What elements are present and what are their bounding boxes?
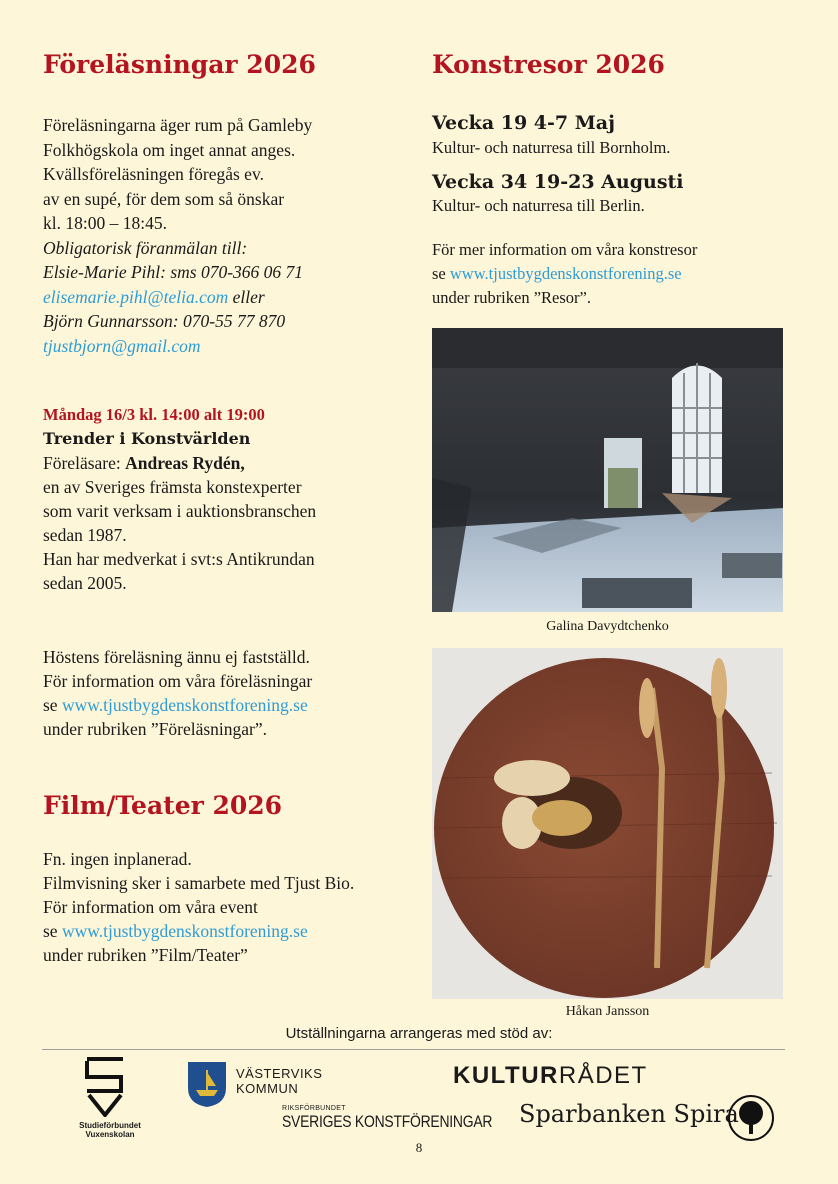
vasterviks-kommun-logo [186, 1060, 336, 1110]
studieforbundet-logo [60, 1055, 141, 1145]
footer-title: Utställningarna arrangeras med stöd av: [285, 1025, 553, 1042]
film-line: under rubriken ”Film/Teater” [43, 945, 248, 965]
website-link-forelasningar[interactable]: www.tjustbygdenskonstforening.se [61, 695, 308, 715]
film-block [43, 847, 354, 967]
email-link-bjorn[interactable]: tjustbjorn@gmail.com [43, 335, 201, 356]
studie-line: Studieförbundet [79, 1121, 141, 1130]
lecturer-name: Andreas Rydén, [125, 453, 245, 473]
event-block [43, 403, 316, 595]
vasterviks-line: VÄSTERVIKS [236, 1066, 323, 1081]
trip2-desc: Kultur- och naturresa till Berlin. [432, 196, 645, 215]
event-date: Måndag 16/3 kl. 14:00 alt 19:00 [43, 405, 265, 424]
film-line: Filmvisning sker i samarbete med Tjust Bio. [43, 873, 355, 893]
event-desc-line: en av Sveriges främsta konstexperter [43, 477, 302, 497]
film-line: Fn. ingen inplanerad. [43, 849, 192, 869]
riks-big: SVERIGES KONSTFÖRENINGAR [282, 1112, 493, 1131]
signup-label: Obligatorisk föranmälan till: [43, 237, 248, 258]
info-line: under rubriken ”Resor”. [432, 288, 591, 307]
website-link-film[interactable]: www.tjustbygdenskonstforening.se [61, 921, 308, 941]
tree-icon [727, 1094, 775, 1142]
event-desc-line: Han har medverkat i svt:s Antikrundan [43, 549, 315, 569]
ship-crest-icon [186, 1060, 228, 1108]
se-text: se [43, 921, 62, 941]
lecturer-prefix: Föreläsare: [43, 453, 126, 473]
autumn-line: För information om våra föreläsningar [43, 671, 313, 691]
trip1-desc: Kultur- och naturresa till Bornholm. [432, 137, 671, 157]
film-line: För information om våra event [43, 897, 258, 917]
trips-info [432, 238, 697, 310]
painting-image-davydtchenko [432, 328, 783, 612]
contact-elsie: Elsie-Marie Pihl: sms 070-366 06 71 [43, 262, 304, 282]
trip2-title: Vecka 34 19-23 Augusti [432, 170, 684, 193]
event-desc-line: sedan 1987. [43, 525, 127, 545]
riks-small: RIKSFÖRBUNDET [282, 1105, 346, 1112]
autumn-line: Höstens föreläsning ännu ej fastställd. [43, 647, 310, 667]
caption-jansson: Håkan Jansson [565, 1004, 650, 1019]
intro-line: Kvällsföreläsningen föregås ev. [43, 164, 264, 184]
kultur-light: RÅDET [558, 1062, 648, 1089]
trip1-title: Vecka 19 4-7 Maj [432, 112, 615, 134]
info-line: För mer information om våra konstresor [432, 240, 698, 259]
heading-konstresor: Konstresor 2026 [432, 50, 665, 79]
trips-block [432, 111, 684, 218]
heading-film-teater: Film/Teater 2026 [43, 791, 283, 820]
footer-divider [42, 1049, 785, 1050]
page-number: 8 [415, 1140, 423, 1155]
intro-line: kl. 18:00 – 18:45. [43, 213, 167, 233]
studie-line: Vuxenskolan [85, 1130, 135, 1139]
website-link-resor[interactable]: www.tjustbygdenskonstforening.se [449, 264, 682, 283]
email-link-elsie[interactable]: elisemarie.pihl@telia.com [43, 286, 229, 307]
kulturradet-logo [453, 1062, 648, 1090]
autumn-block [43, 645, 312, 741]
autumn-line: under rubriken ”Föreläsningar”. [43, 719, 268, 739]
intro-line: Folkhögskola om inget annat anges. [43, 139, 296, 160]
event-title: Trender i Konstvärlden [43, 429, 251, 448]
email-after: eller [228, 286, 265, 307]
sv-logo-icon [85, 1055, 125, 1117]
woodwork-image-jansson [432, 648, 783, 999]
sparbanken-spira-logo: Sparbanken Spira [519, 1100, 739, 1128]
sveriges-konstforeningar-logo [282, 1105, 493, 1132]
intro-line: Föreläsningarna äger rum på Gamleby [43, 115, 313, 135]
contact-bjorn: Björn Gunnarsson: 070-55 77 870 [43, 311, 286, 331]
vasterviks-line: KOMMUN [236, 1081, 299, 1096]
event-desc-line: sedan 2005. [43, 573, 127, 593]
kultur-bold: KULTUR [453, 1062, 559, 1089]
heading-forelasningar: Föreläsningar 2026 [43, 50, 316, 79]
se-text: se [43, 695, 62, 715]
intro-text [43, 113, 312, 358]
intro-line: av en supé, för dem som så önskar [43, 188, 285, 209]
event-desc-line: som varit verksam i auktionsbranschen [43, 501, 317, 521]
se-text: se [432, 264, 450, 283]
caption-davydtchenko: Galina Davydtchenko [546, 619, 669, 634]
